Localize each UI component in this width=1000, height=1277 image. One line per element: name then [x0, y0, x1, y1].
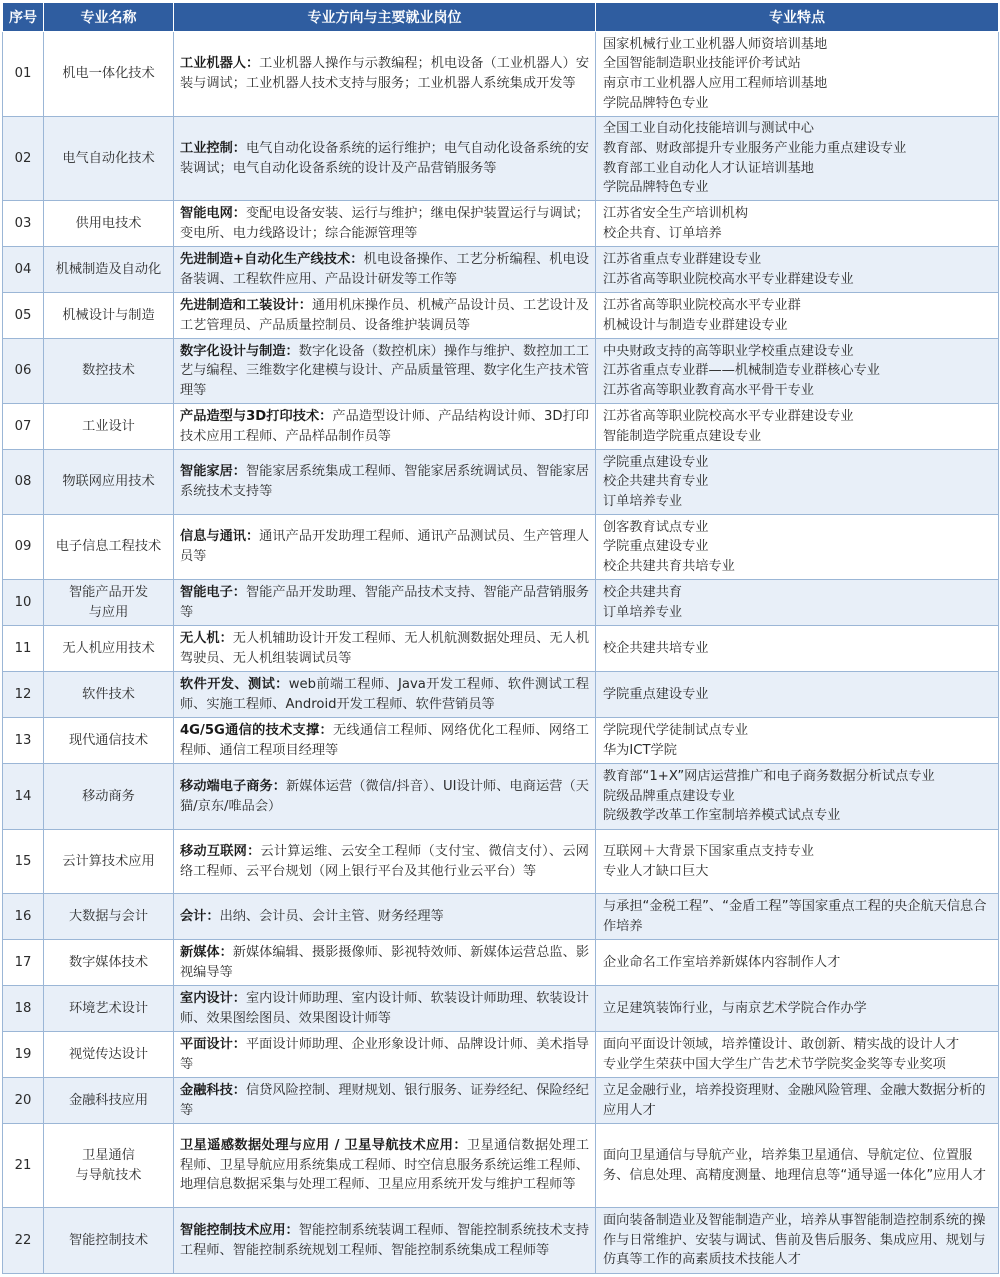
feature-line: 校企共建共培专业	[603, 640, 709, 656]
job-positions: 出纳、会计员、会计主管、财务经理等	[219, 908, 444, 924]
row-num: 03	[3, 201, 44, 247]
row-num: 09	[3, 515, 44, 580]
direction-cell	[174, 1208, 596, 1274]
direction-label: 智能电网：	[180, 205, 246, 221]
feature-line: 全国智能制造职业技能评价考试站	[603, 56, 801, 72]
major-name: 机械设计与制造	[44, 293, 174, 339]
direction-cell	[174, 117, 596, 201]
row-num: 22	[3, 1208, 44, 1274]
header-direction: 专业方向与主要就业岗位	[174, 3, 596, 32]
feature-line: 教育部、财政部提升专业服务产业能力重点建设专业	[603, 140, 907, 156]
feature-line: 智能制造学院重点建设专业	[603, 428, 762, 444]
row-num: 07	[3, 404, 44, 450]
direction-cell	[174, 718, 596, 764]
majors-table	[2, 2, 999, 1274]
features-cell	[596, 986, 999, 1032]
feature-line: 校企共建共育专业	[603, 474, 709, 490]
direction-label: 4G/5G通信的技术支撑：	[180, 722, 334, 738]
major-name: 电子信息工程技术	[44, 515, 174, 580]
direction-label: 室内设计：	[180, 990, 246, 1006]
feature-line: 创客教育试点专业	[603, 519, 709, 535]
table-row	[3, 339, 999, 404]
job-positions: 通用机床操作员、机械产品设计员、工艺设计及工艺管理员、产品质量控制员、设备维护装调员等	[180, 297, 589, 333]
direction-label: 工业控制：	[180, 140, 246, 156]
job-positions: 机电设备操作、工艺分析编程、机电设备装调、工程软件应用、产品设计研发等工作等	[180, 251, 589, 287]
direction-label: 软件开发、测试：	[180, 676, 289, 692]
direction-label: 卫星遥感数据处理与应用 / 卫星导航技术应用：	[180, 1138, 467, 1154]
feature-line: 江苏省高等职业教育高水平骨干专业	[603, 382, 814, 398]
direction-label: 工业机器人：	[180, 56, 260, 72]
row-num: 05	[3, 293, 44, 339]
direction-cell	[174, 672, 596, 718]
direction-cell	[174, 293, 596, 339]
row-num: 02	[3, 117, 44, 201]
feature-line: 教育部工业自动化人才认证培训基地	[603, 160, 814, 176]
feature-line: 专业人才缺口巨大	[603, 863, 709, 879]
feature-line: 江苏省重点专业群——机械制造专业群核心专业	[603, 363, 880, 379]
major-name: 环境艺术设计	[44, 986, 174, 1032]
feature-line: 江苏省高等职业院校高水平专业群建设专业	[603, 408, 854, 424]
header-num: 序号	[3, 3, 44, 32]
feature-line: 面向卫星通信与导航产业，培养集卫星通信、导航定位、位置服务、信息处理、高精度测量、地理信息等“通导遥一体化”应用人才	[603, 1147, 986, 1183]
major-name: 无人机应用技术	[44, 626, 174, 672]
features-cell	[596, 1078, 999, 1124]
direction-label: 先进制造和工装设计：	[180, 297, 312, 313]
direction-label: 先进制造+自动化生产线技术：	[180, 251, 364, 267]
feature-line: 校企共建共育共培专业	[603, 558, 735, 574]
feature-line: 中央财政支持的高等职业学校重点建设专业	[603, 343, 854, 359]
direction-label: 无人机：	[180, 630, 233, 646]
job-positions: web前端工程师、Java开发工程师、软件测试工程师、实施工程师、Android开发工程师、软件营销员等	[180, 676, 590, 712]
feature-line: 学院现代学徒制试点专业	[603, 722, 749, 738]
features-cell	[596, 201, 999, 247]
feature-line: 教育部“1+X”网店运营推广和电子商务数据分析试点专业	[603, 769, 935, 785]
feature-line: 学院品牌特色专业	[603, 95, 709, 111]
feature-line: 国家机械行业工业机器人师资培训基地	[603, 36, 828, 52]
major-name: 大数据与会计	[44, 894, 174, 940]
feature-line: 江苏省高等职业院校高水平专业群建设专业	[603, 271, 854, 287]
job-positions: 智能产品开发助理、智能产品技术支持、智能产品营销服务等	[180, 584, 589, 620]
row-num: 10	[3, 580, 44, 626]
feature-line: 全国工业自动化技能培训与测试中心	[603, 121, 814, 137]
major-name: 移动商务	[44, 764, 174, 830]
major-name: 云计算技术应用	[44, 830, 174, 894]
table-row	[3, 764, 999, 830]
major-name: 智能控制技术	[44, 1208, 174, 1274]
job-positions: 新媒体编辑、摄影摄像师、影视特效师、新媒体运营总监、影视编导等	[180, 944, 590, 980]
major-name: 智能产品开发 与应用	[44, 580, 174, 626]
features-cell	[596, 117, 999, 201]
major-name: 卫星通信 与导航技术	[44, 1124, 174, 1208]
feature-line: 院级教学改革工作室制培养模式试点专业	[603, 808, 841, 824]
feature-line: 南京市工业机器人应用工程师培训基地	[603, 76, 828, 91]
row-num: 19	[3, 1032, 44, 1078]
features-cell	[596, 1032, 999, 1078]
table-row	[3, 1032, 999, 1078]
row-num: 16	[3, 894, 44, 940]
table-row	[3, 580, 999, 626]
row-num: 08	[3, 450, 44, 515]
feature-line: 学院重点建设专业	[603, 686, 709, 702]
row-num: 12	[3, 672, 44, 718]
major-name: 供用电技术	[44, 201, 174, 247]
direction-cell	[174, 940, 596, 986]
features-cell	[596, 626, 999, 672]
job-positions: 无人机辅助设计开发工程师、无人机航测数据处理员、无人机驾驶员、无人机组装调试员等	[180, 630, 590, 666]
feature-line: 与承担“金税工程”、“金盾工程”等国家重点工程的央企航天信息合作培养	[603, 898, 987, 934]
direction-label: 数字化设计与制造：	[180, 343, 299, 359]
features-cell	[596, 672, 999, 718]
table-row	[3, 201, 999, 247]
features-cell	[596, 764, 999, 830]
row-num: 13	[3, 718, 44, 764]
row-num: 18	[3, 986, 44, 1032]
direction-label: 新媒体：	[180, 944, 233, 960]
feature-line: 面向装备制造业及智能制造产业，培养从事智能制造控制系统的操作与日常维护、安装与调试、售前及售后服务、集成应用、规划与仿真等工作的高素质技术技能人才	[603, 1213, 986, 1268]
direction-label: 会计：	[180, 908, 220, 924]
direction-cell	[174, 404, 596, 450]
features-cell	[596, 718, 999, 764]
job-positions: 电气自动化设备系统的运行维护；电气自动化设备系统的安装调试；电气自动化设备系统的设计及产品营销服务等	[180, 140, 589, 176]
feature-line: 立足建筑装饰行业，与南京艺术学院合作办学	[603, 1000, 867, 1016]
job-positions: 平面设计师助理、企业形象设计师、品牌设计师、美术指导等	[180, 1036, 589, 1072]
table-row	[3, 404, 999, 450]
direction-cell	[174, 626, 596, 672]
direction-cell	[174, 515, 596, 580]
feature-line: 学院重点建设专业	[603, 454, 709, 470]
row-num: 20	[3, 1078, 44, 1124]
feature-line: 立足金融行业，培养投资理财、金融风险管理、金融大数据分析的应用人才	[603, 1082, 986, 1118]
direction-cell	[174, 830, 596, 894]
table-row	[3, 293, 999, 339]
major-name: 电气自动化技术	[44, 117, 174, 201]
direction-label: 智能家居：	[180, 464, 246, 480]
table-row	[3, 515, 999, 580]
feature-line: 华为ICT学院	[603, 742, 677, 758]
table-row	[3, 940, 999, 986]
direction-label: 移动端电子商务：	[180, 778, 287, 794]
feature-line: 订单培养专业	[603, 493, 683, 509]
row-num: 14	[3, 764, 44, 830]
job-positions: 数字化设备（数控机床）操作与维护、数控加工工艺与编程、三维数字化建模与设计、产品质量管理、数字化生产技术管理等	[180, 343, 590, 398]
direction-label: 金融科技：	[180, 1082, 246, 1098]
direction-cell	[174, 580, 596, 626]
job-positions: 无线通信工程师、网络优化工程师、网络工程师、通信工程项目经理等	[180, 722, 589, 758]
table-row	[3, 1208, 999, 1274]
direction-label: 产品造型与3D打印技术：	[180, 408, 333, 424]
feature-line: 江苏省重点专业群建设专业	[603, 251, 762, 267]
feature-line: 学院品牌特色专业	[603, 180, 709, 196]
direction-cell	[174, 1078, 596, 1124]
features-cell	[596, 1208, 999, 1274]
feature-line: 江苏省安全生产培训机构	[603, 205, 749, 221]
major-name: 现代通信技术	[44, 718, 174, 764]
features-cell	[596, 1124, 999, 1208]
row-num: 21	[3, 1124, 44, 1208]
job-positions: 新媒体运营（微信/抖音）、UI设计师、电商运营（天猫/京东/唯品会）	[180, 778, 589, 814]
feature-line: 院级品牌重点建设专业	[603, 788, 735, 804]
major-name: 工业设计	[44, 404, 174, 450]
row-num: 11	[3, 626, 44, 672]
job-positions: 云计算运维、云安全工程师（支付宝、微信支付）、云网络工程师、云平台规划（网上银行平台及其他行业云平台）等	[180, 843, 589, 879]
direction-cell	[174, 339, 596, 404]
table-row	[3, 32, 999, 117]
direction-label: 信息与通讯：	[180, 529, 260, 545]
feature-line: 学院重点建设专业	[603, 539, 709, 555]
direction-cell	[174, 247, 596, 293]
feature-line: 企业命名工作室培养新媒体内容制作人才	[603, 954, 841, 970]
job-positions: 智能控制系统装调工程师、智能控制系统技术支持工程师、智能控制系统规划工程师、智能控制系统集成工程师等	[180, 1222, 590, 1258]
major-name: 软件技术	[44, 672, 174, 718]
direction-cell	[174, 986, 596, 1032]
table-row	[3, 247, 999, 293]
direction-cell	[174, 450, 596, 515]
feature-line: 专业学生荣获中国大学生广告艺术节学院奖金奖等专业奖项	[603, 1056, 946, 1072]
table-row	[3, 1078, 999, 1124]
features-cell	[596, 580, 999, 626]
job-positions: 变配电设备安装、运行与维护；继电保护装置运行与调试；变电所、电力线路设计；综合能源管理等	[180, 205, 589, 241]
features-cell	[596, 515, 999, 580]
table-row	[3, 718, 999, 764]
features-cell	[596, 894, 999, 940]
header-name: 专业名称	[44, 3, 174, 32]
major-name: 机电一体化技术	[44, 32, 174, 117]
direction-label: 移动互联网：	[180, 843, 261, 859]
job-positions: 通讯产品开发助理工程师、通讯产品测试员、生产管理人员等	[180, 529, 590, 564]
row-num: 15	[3, 830, 44, 894]
feature-line: 校企共建共育	[603, 584, 683, 600]
direction-cell	[174, 201, 596, 247]
header-features: 专业特点	[596, 3, 999, 32]
direction-label: 平面设计：	[180, 1036, 246, 1052]
job-positions: 工业机器人操作与示教编程；机电设备（工业机器人）安装与调试；工业机器人技术支持与服务；工业机器人系统集成开发等	[180, 56, 590, 91]
feature-line: 互联网＋大背景下国家重点支持专业	[603, 843, 814, 859]
major-name: 数控技术	[44, 339, 174, 404]
job-positions: 智能家居系统集成工程师、智能家居系统调试员、智能家居系统技术支持等	[180, 464, 589, 499]
table-row	[3, 672, 999, 718]
row-num: 06	[3, 339, 44, 404]
row-num: 17	[3, 940, 44, 986]
features-cell	[596, 32, 999, 117]
features-cell	[596, 293, 999, 339]
major-name: 物联网应用技术	[44, 450, 174, 515]
features-cell	[596, 940, 999, 986]
row-num: 04	[3, 247, 44, 293]
direction-cell	[174, 1124, 596, 1208]
row-num: 01	[3, 32, 44, 117]
table-row	[3, 894, 999, 940]
direction-label: 智能电子：	[180, 584, 246, 600]
table-body	[3, 32, 999, 1274]
job-positions: 室内设计师助理、室内设计师、软装设计师助理、软装设计师、效果图绘图员、效果图设计师等	[180, 990, 589, 1026]
feature-line: 订单培养专业	[603, 604, 683, 620]
features-cell	[596, 404, 999, 450]
table-row	[3, 626, 999, 672]
table-row	[3, 117, 999, 201]
feature-line: 江苏省高等职业院校高水平专业群	[603, 297, 801, 313]
features-cell	[596, 247, 999, 293]
feature-line: 校企共育、订单培养	[603, 225, 722, 241]
table-header-row	[3, 3, 999, 32]
direction-cell	[174, 894, 596, 940]
major-name: 视觉传达设计	[44, 1032, 174, 1078]
direction-cell	[174, 32, 596, 117]
features-cell	[596, 450, 999, 515]
table-row	[3, 986, 999, 1032]
major-name: 机械制造及自动化	[44, 247, 174, 293]
direction-label: 智能控制技术应用：	[180, 1222, 299, 1238]
table-row	[3, 450, 999, 515]
table-row	[3, 1124, 999, 1208]
job-positions: 产品造型设计师、产品结构设计师、3D打印技术应用工程师、产品样品制作员等	[180, 408, 589, 444]
major-name: 数字媒体技术	[44, 940, 174, 986]
feature-line: 面向平面设计领域，培养懂设计、敢创新、精实战的设计人才	[603, 1036, 960, 1052]
features-cell	[596, 339, 999, 404]
major-name: 金融科技应用	[44, 1078, 174, 1124]
job-positions: 卫星通信数据处理工程师、卫星导航应用系统集成工程师、时空信息服务系统运维工程师、地理信息数据采集与处理工程师、卫星应用系统开发与维护工程师等	[180, 1138, 590, 1193]
table-row	[3, 830, 999, 894]
direction-cell	[174, 764, 596, 830]
job-positions: 信贷风险控制、理财规划、银行服务、证券经纪、保险经纪等	[180, 1082, 589, 1118]
direction-cell	[174, 1032, 596, 1078]
feature-line: 机械设计与制造专业群建设专业	[603, 317, 788, 333]
features-cell	[596, 830, 999, 894]
